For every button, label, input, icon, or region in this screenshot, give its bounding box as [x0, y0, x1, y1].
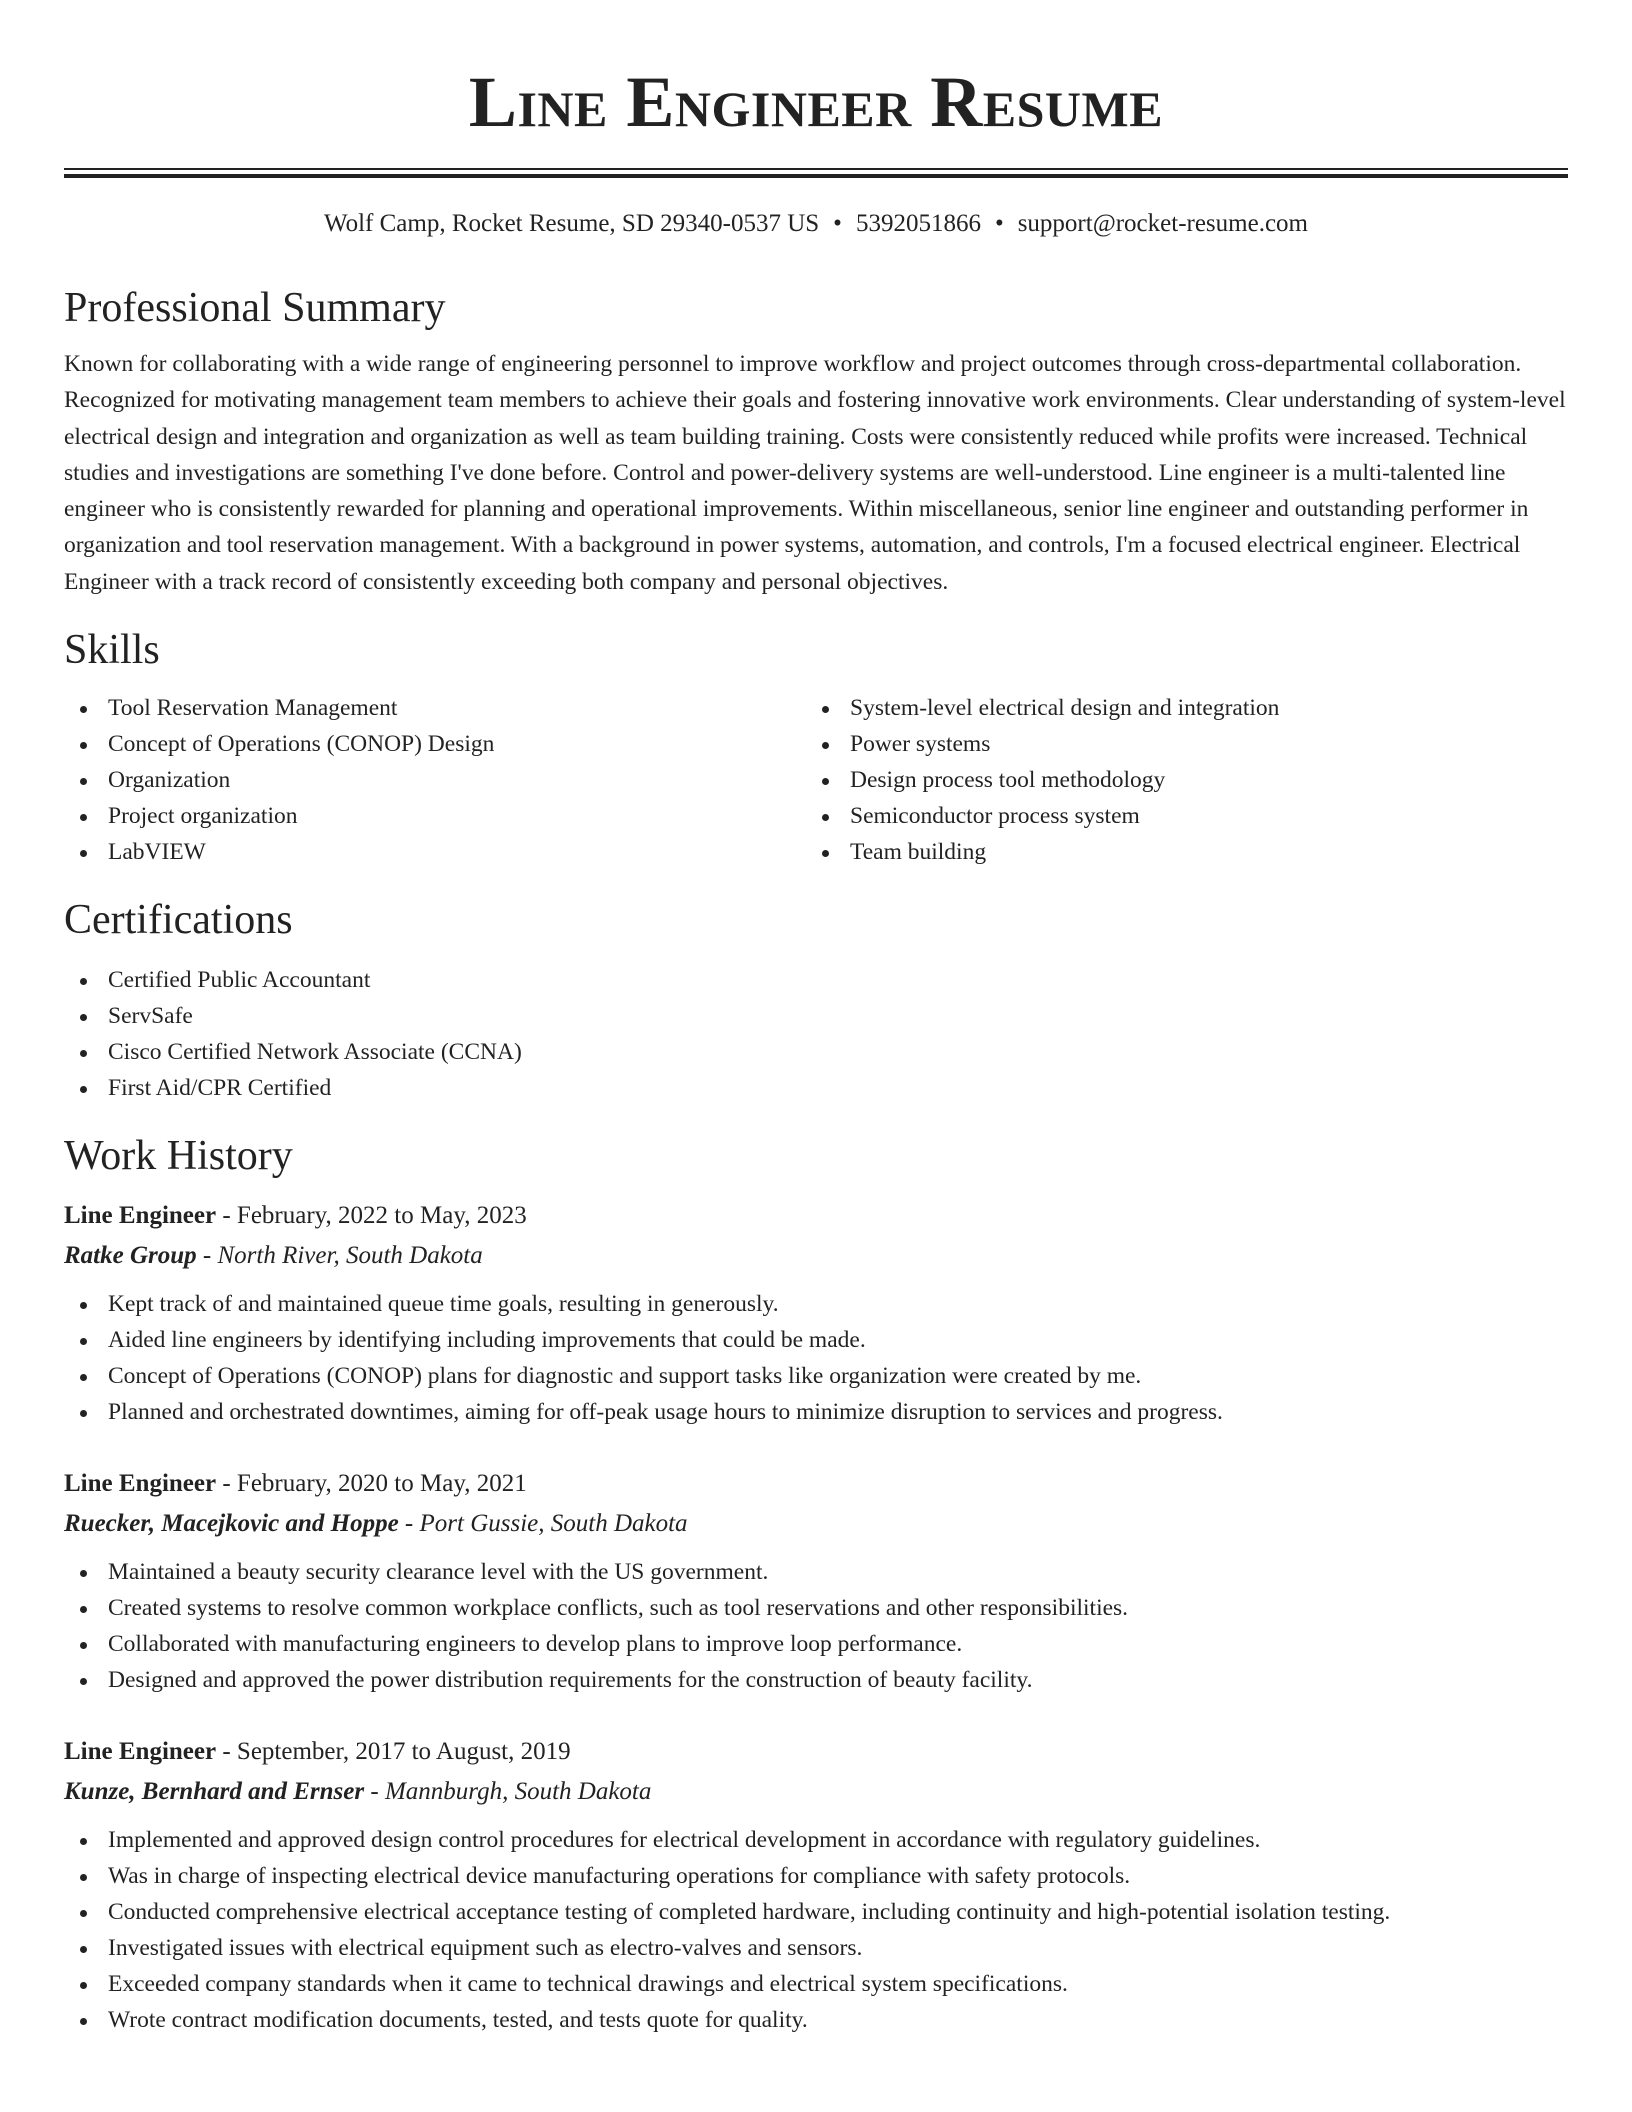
job-bullet: Maintained a beauty security clearance level with the US government.	[64, 1554, 1568, 1590]
skill-item: LabVIEW	[64, 834, 806, 870]
job-bullet: Was in charge of inspecting electrical device manufacturing operations for compliance with safety protocols.	[64, 1858, 1568, 1894]
job-title: Line Engineer	[64, 1470, 217, 1498]
resume-page	[64, 0, 1568, 2038]
job-bullet: Exceeded company standards when it came to technical drawings and electrical system specifications.	[64, 1966, 1568, 2002]
work-history-section	[64, 1132, 1568, 2038]
job-title-line: Line Engineer - February, 2020 to May, 2021	[64, 1470, 527, 1498]
skills-section	[64, 626, 1568, 870]
skills-left-column	[64, 690, 806, 870]
job-dates: September, 2017 to August, 2019	[236, 1738, 571, 1766]
skill-item: Tool Reservation Management	[64, 690, 806, 726]
title-divider	[64, 168, 1568, 178]
job-company-line: Ratke Group - North River, South Dakota	[64, 1242, 483, 1270]
certifications-section	[64, 896, 1568, 1106]
skill-item: Organization	[64, 762, 806, 798]
contact-line	[64, 206, 1568, 242]
summary-text: Known for collaborating with a wide range of engineering personnel to improve workflow and project outcomes through cross-departmental collaboration. Recognized for motivating management team members to achieve their goals and fostering innovative work environments. Clear understanding of system-level electrical design and integration and organization as well as team building training. Costs were consistently reduced while profits were increased. Technical studies and investigations are something I've done before. Control and power-delivery systems are well-understood. Line engineer is a multi-talented line engineer who is consistently rewarded for planning and operational improvements. Within miscellaneous, senior line engineer and outstanding performer in organization and tool reservation management. With a background in power systems, automation, and controls, I'm a focused electrical engineer. Electrical Engineer with a track record of consistently exceeding both company and personal objectives.	[64, 351, 1566, 595]
job-company-line: Ruecker, Macejkovic and Hoppe - Port Gussie, South Dakota	[64, 1510, 688, 1538]
page-title: Line Engineer Resume	[468, 62, 1164, 142]
contact-email: support@rocket-resume.com	[1017, 210, 1308, 237]
job-title-line: Line Engineer - February, 2022 to May, 2023	[64, 1202, 527, 1230]
certification-item: ServSafe	[64, 998, 1568, 1034]
skill-item: Semiconductor process system	[806, 798, 1548, 834]
job-bullet: Implemented and approved design control procedures for electrical development in accordance with regulatory guidelines.	[64, 1822, 1568, 1858]
contact-address: Wolf Camp, Rocket Resume, SD 29340-0537 US	[323, 210, 820, 237]
job-location: Mannburgh, South Dakota	[384, 1778, 652, 1806]
skill-item: Power systems	[806, 726, 1548, 762]
job-bullets	[64, 1554, 1568, 1698]
job-bullet: Designed and approved the power distribution requirements for the construction of beauty facility.	[64, 1662, 1568, 1698]
job-entry	[64, 1732, 1568, 2038]
skills-grid	[64, 690, 1568, 870]
skill-item: Concept of Operations (CONOP) Design	[64, 726, 806, 762]
job-bullet: Created systems to resolve common workplace conflicts, such as tool reservations and other responsibilities.	[64, 1590, 1568, 1626]
contact-phone: 5392051866	[855, 210, 981, 237]
certification-item: Certified Public Accountant	[64, 962, 1568, 998]
job-title: Line Engineer	[64, 1738, 217, 1766]
job-bullet: Concept of Operations (CONOP) plans for diagnostic and support tasks like organization were created by me.	[64, 1358, 1568, 1394]
job-bullet: Planned and orchestrated downtimes, aiming for off-peak usage hours to minimize disruption to services and progress.	[64, 1394, 1568, 1430]
job-bullet: Collaborated with manufacturing engineers to develop plans to improve loop performance.	[64, 1626, 1568, 1662]
job-bullet: Kept track of and maintained queue time goals, resulting in generously.	[64, 1286, 1568, 1322]
job-dates: February, 2020 to May, 2021	[236, 1470, 527, 1498]
job-company: Kunze, Bernhard and Ernser	[64, 1778, 365, 1806]
skills-right-column	[806, 690, 1548, 870]
professional-summary-section	[64, 284, 1568, 600]
certifications-heading: Certifications	[64, 897, 293, 944]
job-bullets	[64, 1286, 1568, 1430]
job-title: Line Engineer	[64, 1202, 217, 1230]
certification-item: Cisco Certified Network Associate (CCNA)	[64, 1034, 1568, 1070]
job-bullets	[64, 1822, 1568, 2038]
summary-heading: Professional Summary	[64, 285, 446, 331]
certification-item: First Aid/CPR Certified	[64, 1070, 1568, 1106]
job-bullet: Conducted comprehensive electrical acceptance testing of completed hardware, including continuity and high-potential isolation testing.	[64, 1894, 1568, 1930]
job-company: Ruecker, Macejkovic and Hoppe	[64, 1510, 399, 1538]
job-location: North River, South Dakota	[217, 1242, 483, 1270]
work-history-heading: Work History	[64, 1133, 293, 1180]
skill-item: Project organization	[64, 798, 806, 834]
job-dates: February, 2022 to May, 2023	[236, 1202, 527, 1230]
job-company: Ratke Group	[64, 1242, 197, 1270]
skill-item: System-level electrical design and integration	[806, 690, 1548, 726]
skill-item: Design process tool methodology	[806, 762, 1548, 798]
contact-separator: •	[833, 210, 842, 237]
skills-heading: Skills	[64, 627, 160, 674]
job-title-line: Line Engineer - September, 2017 to August, 2019	[64, 1738, 571, 1766]
job-entry	[64, 1196, 1568, 1430]
skill-item: Team building	[806, 834, 1548, 870]
job-bullet: Aided line engineers by identifying including improvements that could be made.	[64, 1322, 1568, 1358]
job-entry	[64, 1464, 1568, 1698]
job-location: Port Gussie, South Dakota	[419, 1510, 688, 1538]
certifications-list	[64, 962, 1568, 1106]
job-bullet: Wrote contract modification documents, tested, and tests quote for quality.	[64, 2002, 1568, 2038]
job-bullet: Investigated issues with electrical equipment such as electro-valves and sensors.	[64, 1930, 1568, 1966]
contact-separator: •	[994, 210, 1004, 237]
job-company-line: Kunze, Bernhard and Ernser - Mannburgh, South Dakota	[64, 1778, 652, 1806]
